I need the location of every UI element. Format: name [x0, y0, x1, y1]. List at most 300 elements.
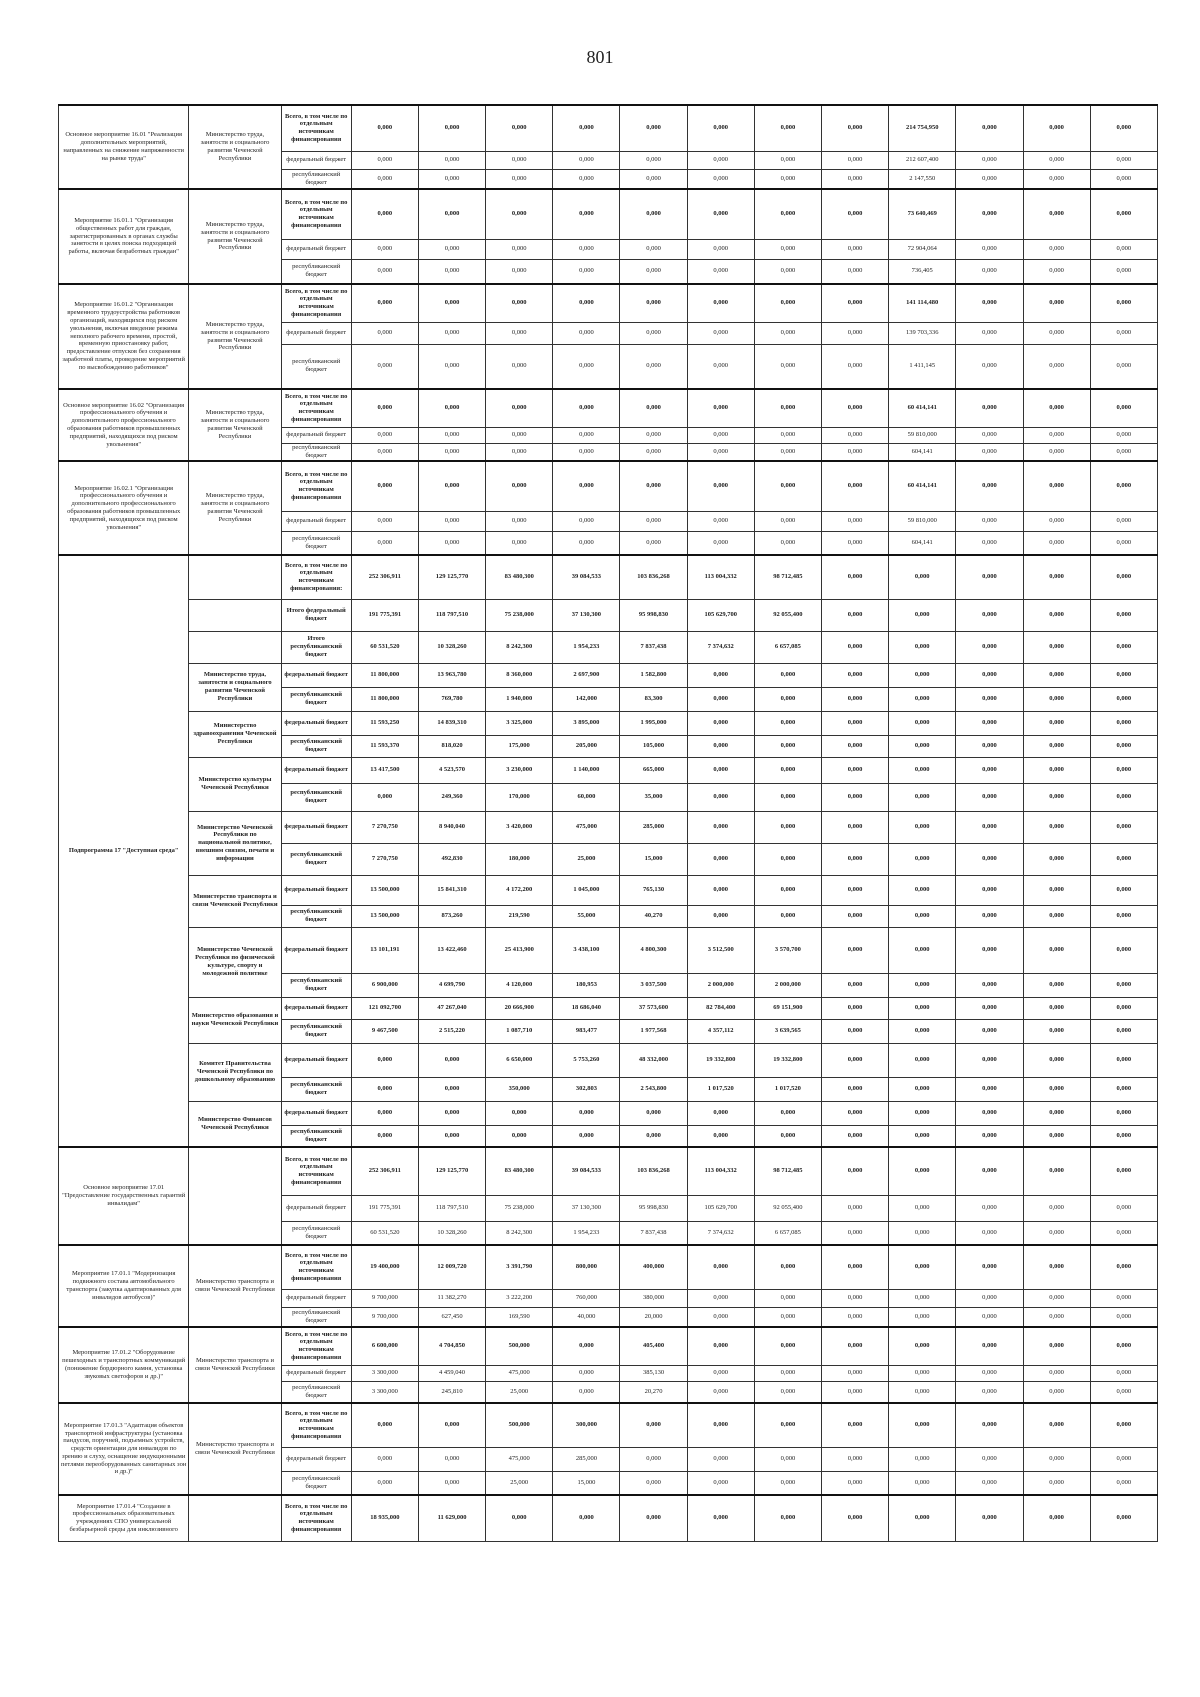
funding-source: федеральный бюджет	[281, 1195, 351, 1221]
subprogram-title: Подпрограмма 17 "Доступная среда"	[59, 555, 189, 1147]
value-cell: 0,000	[1023, 1327, 1090, 1365]
funding-source: республиканский бюджет	[281, 344, 351, 389]
value-cell: 0,000	[351, 105, 418, 151]
value-cell: 0,000	[1090, 511, 1157, 531]
value-cell: 0,000	[1090, 711, 1157, 735]
value-cell: 0,000	[553, 322, 620, 344]
value-cell: 0,000	[1090, 1195, 1157, 1221]
value-cell: 0,000	[754, 1471, 821, 1495]
value-cell: 0,000	[754, 259, 821, 284]
value-cell: 0,000	[486, 239, 553, 259]
value-cell: 0,000	[956, 973, 1023, 997]
value-cell: 0,000	[486, 1495, 553, 1541]
value-cell: 118 797,510	[418, 599, 485, 631]
value-cell: 0,000	[1090, 531, 1157, 555]
value-cell: 0,000	[351, 259, 418, 284]
value-cell: 302,803	[553, 1077, 620, 1101]
budget-table-body	[59, 105, 1158, 1541]
value-cell: 0,000	[620, 322, 687, 344]
value-cell: 0,000	[1090, 1447, 1157, 1471]
value-cell: 0,000	[1090, 843, 1157, 875]
value-cell: 0,000	[821, 389, 888, 427]
value-cell: 0,000	[821, 555, 888, 599]
value-cell: 15,000	[620, 843, 687, 875]
value-cell: 0,000	[821, 631, 888, 663]
value-cell: 0,000	[687, 1447, 754, 1471]
value-cell: 0,000	[889, 811, 956, 843]
value-cell: 180,953	[553, 973, 620, 997]
funding-source: федеральный бюджет	[281, 427, 351, 443]
value-cell: 350,000	[486, 1077, 553, 1101]
value-cell: 0,000	[553, 1381, 620, 1403]
value-cell: 1 140,000	[553, 757, 620, 783]
funding-source: Всего, в том числе по отдельным источникам финансирования	[281, 105, 351, 151]
table-row	[59, 284, 1158, 322]
value-cell: 0,000	[1023, 735, 1090, 757]
value-cell: 0,000	[687, 1327, 754, 1365]
value-cell: 0,000	[486, 105, 553, 151]
value-cell: 0,000	[821, 1495, 888, 1541]
value-cell: 0,000	[956, 1245, 1023, 1289]
value-cell: 0,000	[1023, 1043, 1090, 1077]
value-cell: 0,000	[486, 461, 553, 511]
value-cell: 0,000	[821, 687, 888, 711]
value-cell: 105,000	[620, 735, 687, 757]
value-cell: 59 810,000	[889, 427, 956, 443]
value-cell: 0,000	[1090, 1403, 1157, 1447]
funding-source: республиканский бюджет	[281, 169, 351, 189]
value-cell: 205,000	[553, 735, 620, 757]
value-cell: 0,000	[1090, 151, 1157, 169]
value-cell: 800,000	[553, 1245, 620, 1289]
value-cell: 0,000	[956, 1101, 1023, 1125]
value-cell: 0,000	[1090, 284, 1157, 322]
value-cell: 0,000	[821, 1471, 888, 1495]
table-row	[59, 1245, 1158, 1289]
value-cell: 6 657,085	[754, 1221, 821, 1245]
value-cell: 0,000	[1023, 344, 1090, 389]
value-cell: 0,000	[486, 1101, 553, 1125]
value-cell: 0,000	[1023, 711, 1090, 735]
value-cell: 0,000	[889, 997, 956, 1019]
value-cell: 0,000	[486, 344, 553, 389]
value-cell: 0,000	[821, 1019, 888, 1043]
funding-source: Всего, в том числе по отдельным источникам финансирования	[281, 189, 351, 239]
value-cell: 0,000	[1090, 757, 1157, 783]
executor	[189, 1495, 281, 1541]
value-cell: 25,000	[486, 1471, 553, 1495]
value-cell: 0,000	[889, 735, 956, 757]
value-cell: 0,000	[1090, 443, 1157, 461]
value-cell: 0,000	[351, 1447, 418, 1471]
activity-title: Мероприятие 16.01.1 "Организация общественных работ для граждан, зарегистрированных в органах службы занятости в целях поиска подходящей работы, включая безработных граждан"	[59, 189, 189, 284]
value-cell: 0,000	[821, 511, 888, 531]
value-cell: 0,000	[821, 905, 888, 927]
value-cell: 475,000	[553, 811, 620, 843]
activity-title: Мероприятие 16.01.2 "Организация временного трудоустройства работников организаций, находящихся под риском увольнения, включая введение режима неполного рабочего времени, простой, временную приостановку работ, предоставление отпусков без сохранения заработной платы, проведение мероприятий по высвобождению работников"	[59, 284, 189, 389]
value-cell: 0,000	[486, 259, 553, 284]
value-cell: 0,000	[553, 1327, 620, 1365]
value-cell: 37 130,300	[553, 599, 620, 631]
value-cell: 0,000	[687, 687, 754, 711]
value-cell: 219,590	[486, 905, 553, 927]
value-cell: 0,000	[889, 1195, 956, 1221]
value-cell: 4 699,790	[418, 973, 485, 997]
value-cell: 0,000	[956, 1125, 1023, 1147]
value-cell: 0,000	[956, 389, 1023, 427]
funding-source: федеральный бюджет	[281, 997, 351, 1019]
value-cell: 0,000	[620, 1447, 687, 1471]
value-cell: 3 420,000	[486, 811, 553, 843]
value-cell: 0,000	[821, 1125, 888, 1147]
value-cell: 0,000	[889, 1101, 956, 1125]
value-cell: 0,000	[486, 284, 553, 322]
value-cell: 0,000	[687, 259, 754, 284]
funding-source: Всего, в том числе по отдельным источникам финансирования	[281, 461, 351, 511]
table-row	[59, 997, 1158, 1019]
value-cell: 0,000	[687, 757, 754, 783]
value-cell: 0,000	[956, 711, 1023, 735]
value-cell: 105 629,700	[687, 599, 754, 631]
value-cell: 0,000	[889, 631, 956, 663]
value-cell: 0,000	[956, 284, 1023, 322]
value-cell: 0,000	[821, 811, 888, 843]
value-cell: 0,000	[1090, 905, 1157, 927]
value-cell: 0,000	[754, 1245, 821, 1289]
value-cell: 0,000	[1090, 973, 1157, 997]
value-cell: 0,000	[1023, 555, 1090, 599]
value-cell: 0,000	[553, 344, 620, 389]
executor: Министерство труда, занятости и социального развития Чеченской Республики	[189, 389, 281, 461]
value-cell: 8 242,300	[486, 1221, 553, 1245]
value-cell: 4 120,000	[486, 973, 553, 997]
value-cell: 11 382,270	[418, 1289, 485, 1307]
value-cell: 665,000	[620, 757, 687, 783]
value-cell: 0,000	[1023, 151, 1090, 169]
value-cell: 0,000	[418, 1403, 485, 1447]
value-cell: 0,000	[687, 905, 754, 927]
funding-source: федеральный бюджет	[281, 811, 351, 843]
value-cell: 0,000	[821, 461, 888, 511]
executor: Министерство труда, занятости и социального развития Чеченской Республики	[189, 461, 281, 555]
value-cell: 0,000	[956, 1043, 1023, 1077]
value-cell: 7 374,632	[687, 1221, 754, 1245]
value-cell: 0,000	[956, 631, 1023, 663]
value-cell: 627,450	[418, 1307, 485, 1327]
value-cell: 0,000	[956, 905, 1023, 927]
value-cell: 0,000	[351, 783, 418, 811]
table-row	[59, 663, 1158, 687]
value-cell: 0,000	[821, 757, 888, 783]
value-cell: 0,000	[821, 322, 888, 344]
value-cell: 285,000	[553, 1447, 620, 1471]
value-cell: 82 784,400	[687, 997, 754, 1019]
value-cell: 0,000	[1090, 1365, 1157, 1381]
value-cell: 0,000	[620, 461, 687, 511]
value-cell: 0,000	[418, 427, 485, 443]
value-cell: 0,000	[351, 443, 418, 461]
value-cell: 13 101,191	[351, 927, 418, 973]
value-cell: 0,000	[889, 783, 956, 811]
value-cell: 0,000	[956, 461, 1023, 511]
value-cell: 13 417,500	[351, 757, 418, 783]
value-cell: 0,000	[687, 389, 754, 427]
value-cell: 0,000	[687, 711, 754, 735]
value-cell: 0,000	[687, 443, 754, 461]
value-cell: 0,000	[553, 443, 620, 461]
value-cell: 0,000	[418, 461, 485, 511]
table-row	[59, 1327, 1158, 1365]
value-cell: 0,000	[889, 1221, 956, 1245]
value-cell: 380,000	[620, 1289, 687, 1307]
value-cell: 0,000	[889, 1495, 956, 1541]
value-cell: 769,780	[418, 687, 485, 711]
value-cell: 0,000	[1090, 1221, 1157, 1245]
value-cell: 0,000	[553, 284, 620, 322]
value-cell: 0,000	[1090, 599, 1157, 631]
value-cell: 0,000	[553, 427, 620, 443]
value-cell: 0,000	[889, 599, 956, 631]
value-cell: 7 270,750	[351, 843, 418, 875]
value-cell: 40,270	[620, 905, 687, 927]
value-cell: 0,000	[956, 1495, 1023, 1541]
value-cell: 15,000	[553, 1471, 620, 1495]
value-cell: 0,000	[821, 1381, 888, 1403]
value-cell: 6 900,000	[351, 973, 418, 997]
value-cell: 1 017,520	[754, 1077, 821, 1101]
value-cell: 0,000	[956, 259, 1023, 284]
value-cell: 0,000	[1023, 461, 1090, 511]
value-cell: 0,000	[889, 687, 956, 711]
funding-source: федеральный бюджет	[281, 1289, 351, 1307]
value-cell: 0,000	[1023, 927, 1090, 973]
value-cell: 0,000	[620, 151, 687, 169]
value-cell: 0,000	[754, 1307, 821, 1327]
value-cell: 11 800,000	[351, 663, 418, 687]
funding-source: республиканский бюджет	[281, 259, 351, 284]
value-cell: 0,000	[889, 1365, 956, 1381]
value-cell: 604,141	[889, 443, 956, 461]
funding-source: республиканский бюджет	[281, 1471, 351, 1495]
value-cell: 0,000	[821, 1147, 888, 1195]
value-cell: 0,000	[956, 239, 1023, 259]
value-cell: 0,000	[1023, 284, 1090, 322]
value-cell: 0,000	[418, 284, 485, 322]
value-cell: 0,000	[1023, 843, 1090, 875]
value-cell: 0,000	[1023, 443, 1090, 461]
value-cell: 0,000	[889, 1077, 956, 1101]
value-cell: 0,000	[687, 1381, 754, 1403]
value-cell: 0,000	[821, 927, 888, 973]
table-row	[59, 461, 1158, 511]
value-cell: 400,000	[620, 1245, 687, 1289]
value-cell: 83 480,300	[486, 555, 553, 599]
value-cell: 0,000	[687, 735, 754, 757]
funding-source: федеральный бюджет	[281, 151, 351, 169]
value-cell: 5 753,260	[553, 1043, 620, 1077]
value-cell: 73 640,469	[889, 189, 956, 239]
value-cell: 0,000	[956, 531, 1023, 555]
value-cell: 40,000	[553, 1307, 620, 1327]
table-row	[59, 811, 1158, 843]
executor: Министерство труда, занятости и социального развития Чеченской Республики	[189, 284, 281, 389]
value-cell: 0,000	[486, 427, 553, 443]
funding-source: Всего, в том числе по отдельным источникам финансирования	[281, 389, 351, 427]
ministry-name: Министерство Чеченской Республики по физической культуре, спорту и молодежной политике	[189, 927, 281, 997]
funding-source: республиканский бюджет	[281, 1077, 351, 1101]
value-cell: 0,000	[620, 169, 687, 189]
value-cell: 0,000	[1023, 687, 1090, 711]
value-cell: 0,000	[956, 599, 1023, 631]
value-cell: 0,000	[687, 1289, 754, 1307]
table-row	[59, 711, 1158, 735]
value-cell: 0,000	[821, 1101, 888, 1125]
value-cell: 7 837,438	[620, 1221, 687, 1245]
value-cell: 141 114,480	[889, 284, 956, 322]
ministry-name: Министерство здравоохранения Чеченской Республики	[189, 711, 281, 757]
value-cell: 0,000	[1023, 875, 1090, 905]
value-cell: 83,300	[620, 687, 687, 711]
value-cell: 0,000	[754, 239, 821, 259]
value-cell: 0,000	[956, 1403, 1023, 1447]
value-cell: 0,000	[1090, 555, 1157, 599]
value-cell: 0,000	[351, 427, 418, 443]
value-cell: 760,000	[553, 1289, 620, 1307]
value-cell: 0,000	[351, 461, 418, 511]
value-cell: 0,000	[1090, 927, 1157, 973]
value-cell: 475,000	[486, 1447, 553, 1471]
value-cell: 0,000	[486, 389, 553, 427]
value-cell: 0,000	[1090, 1125, 1157, 1147]
value-cell: 0,000	[418, 259, 485, 284]
value-cell: 0,000	[889, 1245, 956, 1289]
value-cell: 0,000	[1023, 905, 1090, 927]
value-cell: 0,000	[821, 1077, 888, 1101]
value-cell: 0,000	[553, 1365, 620, 1381]
value-cell: 92 055,400	[754, 1195, 821, 1221]
table-row	[59, 1147, 1158, 1195]
value-cell: 0,000	[1090, 189, 1157, 239]
value-cell: 3 639,565	[754, 1019, 821, 1043]
value-cell: 0,000	[486, 189, 553, 239]
value-cell: 0,000	[754, 1365, 821, 1381]
value-cell: 0,000	[754, 875, 821, 905]
value-cell: 3 512,500	[687, 927, 754, 973]
value-cell: 0,000	[1023, 1447, 1090, 1471]
value-cell: 105 629,700	[687, 1195, 754, 1221]
value-cell: 245,810	[418, 1381, 485, 1403]
value-cell: 0,000	[1023, 973, 1090, 997]
value-cell: 0,000	[754, 711, 821, 735]
value-cell: 103 836,268	[620, 1147, 687, 1195]
value-cell: 0,000	[1090, 105, 1157, 151]
value-cell: 19 400,000	[351, 1245, 418, 1289]
value-cell: 0,000	[821, 1195, 888, 1221]
executor-empty	[189, 555, 281, 599]
value-cell: 20,270	[620, 1381, 687, 1403]
value-cell: 0,000	[889, 757, 956, 783]
value-cell: 0,000	[620, 344, 687, 389]
value-cell: 0,000	[821, 1447, 888, 1471]
value-cell: 13 963,780	[418, 663, 485, 687]
value-cell: 0,000	[418, 169, 485, 189]
value-cell: 0,000	[754, 389, 821, 427]
value-cell: 765,130	[620, 875, 687, 905]
value-cell: 0,000	[889, 1327, 956, 1365]
value-cell: 0,000	[1090, 239, 1157, 259]
value-cell: 48 332,000	[620, 1043, 687, 1077]
value-cell: 191 775,391	[351, 1195, 418, 1221]
value-cell: 0,000	[956, 875, 1023, 905]
value-cell: 0,000	[1023, 631, 1090, 663]
value-cell: 1 954,233	[553, 1221, 620, 1245]
value-cell: 0,000	[889, 973, 956, 997]
funding-source: республиканский бюджет	[281, 843, 351, 875]
value-cell: 0,000	[1023, 1077, 1090, 1101]
value-cell: 0,000	[620, 1403, 687, 1447]
value-cell: 0,000	[687, 511, 754, 531]
value-cell: 1 940,000	[486, 687, 553, 711]
funding-source: республиканский бюджет	[281, 1221, 351, 1245]
value-cell: 0,000	[620, 531, 687, 555]
value-cell: 0,000	[1023, 531, 1090, 555]
value-cell: 0,000	[687, 843, 754, 875]
value-cell: 11 593,370	[351, 735, 418, 757]
value-cell: 98 712,485	[754, 1147, 821, 1195]
value-cell: 0,000	[620, 427, 687, 443]
value-cell: 0,000	[1090, 1043, 1157, 1077]
value-cell: 500,000	[486, 1327, 553, 1365]
value-cell: 0,000	[956, 843, 1023, 875]
value-cell: 0,000	[821, 344, 888, 389]
value-cell: 103 836,268	[620, 555, 687, 599]
value-cell: 0,000	[553, 531, 620, 555]
value-cell: 0,000	[553, 151, 620, 169]
value-cell: 0,000	[956, 757, 1023, 783]
value-cell: 0,000	[620, 1101, 687, 1125]
value-cell: 0,000	[1023, 1381, 1090, 1403]
value-cell: 0,000	[687, 531, 754, 555]
value-cell: 0,000	[351, 189, 418, 239]
value-cell: 0,000	[1090, 1495, 1157, 1541]
value-cell: 0,000	[351, 1471, 418, 1495]
value-cell: 0,000	[418, 389, 485, 427]
value-cell: 0,000	[1023, 1101, 1090, 1125]
funding-source: республиканский бюджет	[281, 531, 351, 555]
value-cell: 75 238,000	[486, 599, 553, 631]
value-cell: 0,000	[821, 783, 888, 811]
value-cell: 3 300,000	[351, 1365, 418, 1381]
value-cell: 0,000	[889, 1125, 956, 1147]
value-cell: 0,000	[889, 1289, 956, 1307]
value-cell: 0,000	[956, 1147, 1023, 1195]
value-cell: 4 172,200	[486, 875, 553, 905]
table-row	[59, 599, 1158, 631]
activity-title: Мероприятие 16.02.1 "Организация профессионального обучения и дополнительного профессионального образования работников промышленных предприятий, находящихся под риском увольнения"	[59, 461, 189, 555]
funding-source: федеральный бюджет	[281, 1101, 351, 1125]
value-cell: 0,000	[889, 1381, 956, 1403]
table-row	[59, 389, 1158, 427]
value-cell: 169,590	[486, 1307, 553, 1327]
value-cell: 19 332,800	[754, 1043, 821, 1077]
value-cell: 0,000	[821, 239, 888, 259]
value-cell: 0,000	[956, 1327, 1023, 1365]
value-cell: 11 629,000	[418, 1495, 485, 1541]
value-cell: 0,000	[687, 169, 754, 189]
value-cell: 25,000	[486, 1381, 553, 1403]
value-cell: 0,000	[351, 1077, 418, 1101]
value-cell: 0,000	[1023, 1289, 1090, 1307]
